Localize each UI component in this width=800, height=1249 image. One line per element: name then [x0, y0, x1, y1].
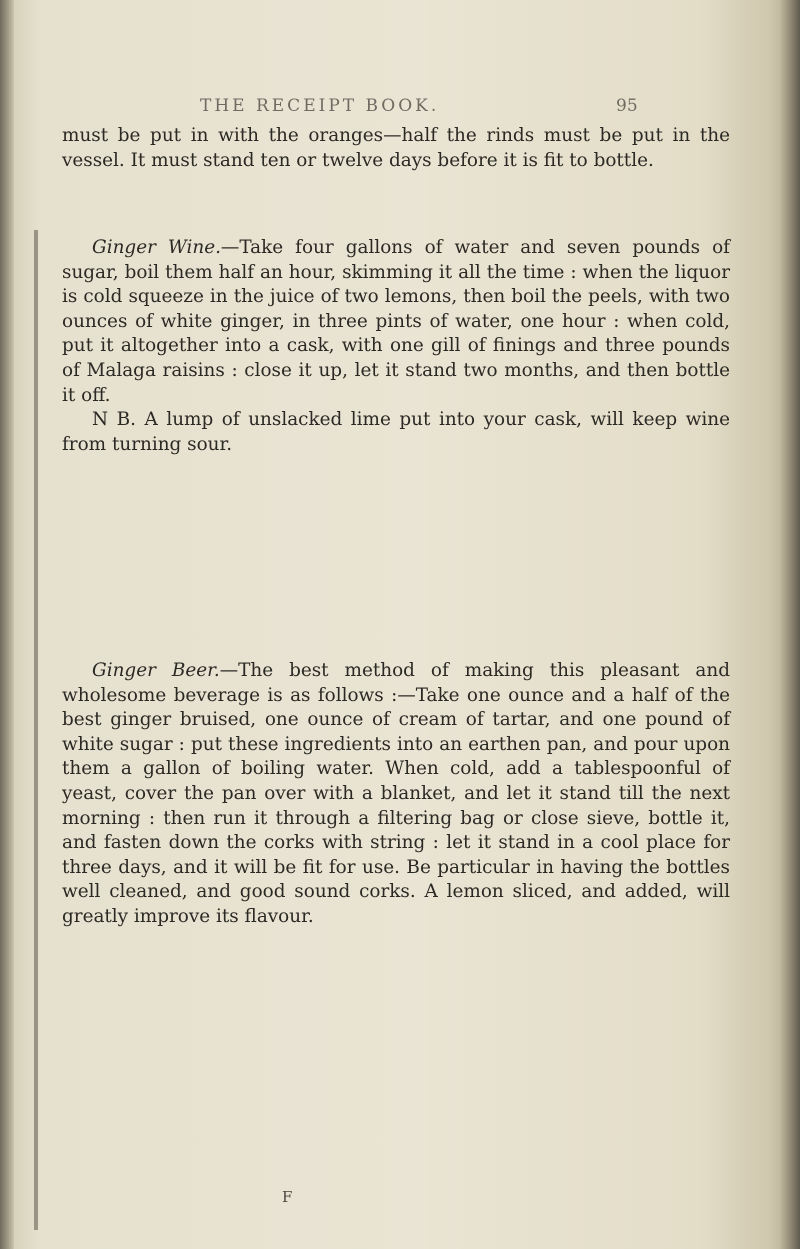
signature-mark: F: [282, 1188, 293, 1206]
book-spine-shadow: [0, 0, 14, 1249]
page-edge-shadow: [778, 0, 800, 1249]
ginger-wine-recipe: [62, 236, 730, 457]
ginger-beer-paragraph: [62, 659, 730, 930]
ginger-beer-body: —The best method of making this pleasant and wholesome beverage is as follows :—Take one ounce and a half of the best ginger bruised, one ounce of cream of tartar, and one pound of white sugar : put these ingredients into an earthen pan, and pour upon them a gallon of boiling water. When cold, add a tablespoonful of yeast, cover the pan over with a blanket, and let it stand till the next morning : then run it through a filtering bag or close sieve, bottle it, and fasten down the corks with string : let it stand in a cool place for three days, and it will be fit for use. Be particular in having the bottles well cleaned, and good sound corks. A lemon sliced, and added, will greatly improve its flavour.: [62, 660, 730, 927]
ginger-beer-heading: Ginger Beer.: [92, 660, 220, 681]
ginger-wine-note: N B. A lump of unslacked lime put into your cask, will keep wine from turning sour.: [62, 409, 730, 455]
ginger-wine-heading: Ginger Wine.: [92, 237, 221, 258]
ginger-beer-recipe: [62, 659, 730, 930]
running-title: THE RECEIPT BOOK.: [200, 96, 440, 116]
page-number: 95: [616, 96, 638, 116]
ginger-wine-paragraph: [62, 236, 730, 408]
continued-text: must be put in with the oranges—half the rinds must be put in the vessel. It must stand ten or twelve days before it is fit to bottle.: [62, 125, 730, 171]
binding-line: [34, 230, 38, 1230]
continued-paragraph: [62, 124, 730, 173]
ginger-wine-body: —Take four gallons of water and seven pounds of sugar, boil them half an hour, skimming it all the time : when the liquor is cold squeeze in the juice of two lemons, then boil the peels, with two ounces of white ginger, in three pints of water, one hour : when cold, put it altogether into a cask, with one gill of finings and three pounds of Malaga raisins : close it up, let it stand two months, and then bottle it off.: [62, 237, 730, 406]
